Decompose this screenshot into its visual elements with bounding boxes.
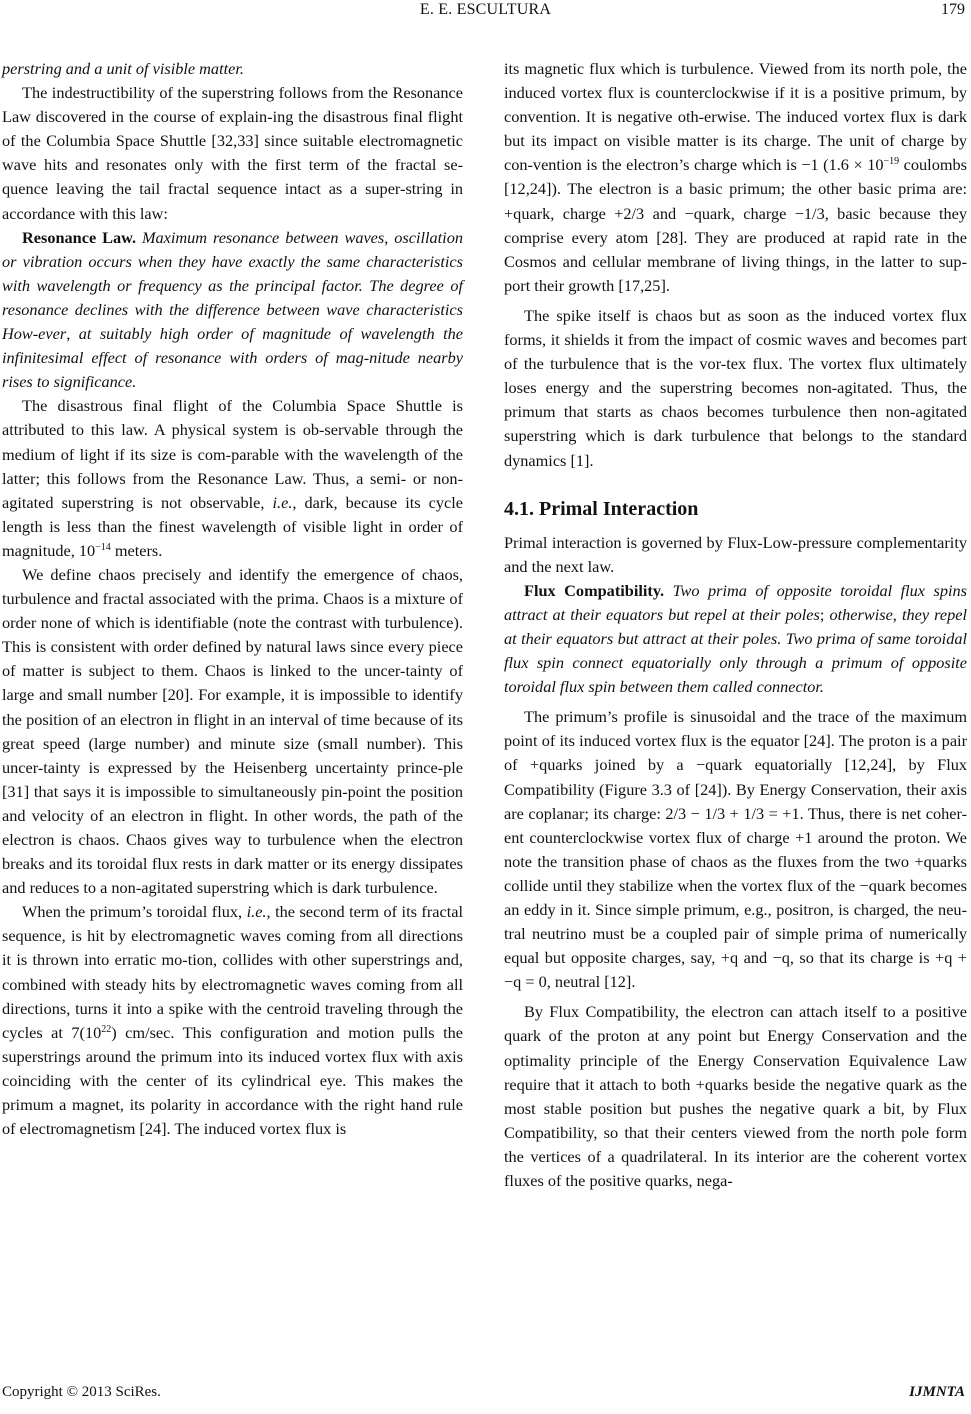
paragraph-indestructibility: The indestructibility of the superstring follows from the Resonance Law discovered in the course of explain-ing the disastrous final flight of the Columbia Space Shuttle [32,33] since suitable electromagnetic wave hits and resonates only with the first term of the fractal se-quence leaving the tail fractal sequence intact as a super-string in accordance with this law: [2, 83, 463, 223]
paragraph-primal-interaction: Primal interaction is governed by Flux-Low-pressure complementarity and the next law. [504, 532, 967, 576]
copyright-notice: Copyright © 2013 SciRes. [2, 1384, 161, 1400]
paragraph-toroidal-flux: When the primum’s toroidal flux, i.e., the second term of its fractal sequence, is hit by electromagnetic waves coming from all directions it is thrown into erratic mo-tion, collides with other superstrings and, combined with steady hits by electromagnetic waves coming from all directions, turns it into a spike with the centroid traveling through the cycles at $7(10^{22})$ cm/sec. This configuration and motion pulls the superstrings around the primum into its induced vortex flux with axis coinciding with the center of its cylindrical eye. This makes the primum a magnet, its polarity in accordance with the right hand rule of electromagnetism [24]. The induced vortex flux is [2, 902, 464, 1139]
running-header [0, 0, 971, 26]
paragraph-proton-structure: The primum’s profile is sinusoidal and the trace of the maximum point of its induced vortex flux is the equator [24]. The proton is a pair of +quarks joined by a −quark equatorially [12,24], by Flux Compatibility (Figure 3.3 of [24]). By Energy Conservation, their axis are coplanar; its charge: 2/3 − 1/3 + 1/3 = +1. Thus, there is net coher-ent counterclockwise vortex flux of charge +1 around the proton. We note the transition phase of chaos as the fluxes from the two +quarks collide until they stabilize when the vortex flux of the −quark becomes an eddy in it. Since simple primum, e.g., positron, is charged, the neu-tral neutrino must be a coupled pair of simple prima of numerically equal but opposite charges, say, +q and −q, so that its charge is +q + −q = 0, neutral [12]. [504, 707, 967, 992]
paragraph-magnetic-flux: its magnetic flux which is turbulence. Viewed from its north pole, the induced vortex flux is counterclockwise if it is a positive primum, by convention. It is negative oth-erwise. The induced vortex flux is dark but its impact on visible matter is its charge. The unit of charge by con-vention is the electron’s charge which is −1 ($1.6 \times 10^{-19}$ coulombs [12,24]). The electron is a basic primum; the other basic prima are: +quark, charge +2/3 and −quark, charge −1/3, basic because they comprise every atom [28]. They are produced at rapid rate in the Cosmos and cellular membrane of living things, in the latter to sup-port their growth [17,25]. [504, 59, 967, 295]
running-header-author: E. E. ESCULTURA [419, 1, 552, 18]
journal-abbreviation: IJMNTA [909, 1384, 965, 1400]
flux-compatibility-title: Flux Compatibility. [524, 580, 665, 600]
section-heading-primal-interaction: 4.1. Primal Interaction [504, 497, 699, 520]
flux-compatibility-statement: Flux Compatibility. Two prima of opposite toroidal flux spins attract at their equators but repel at their poles; otherwise, they repel at their equators but attract at their poles. Two prima of same toroidal flux spin connect equatorially only through a primum of opposite toroidal flux spin between them called connector. [504, 580, 968, 697]
left-column [2, 57, 463, 1141]
continued-law-text: perstring and a unit of visible matter. [2, 59, 244, 78]
paragraph-spike-chaos: The spike itself is chaos but as soon as the induced vortex flux forms, it shields it from the impact of cosmic waves and becomes part of the turbulence that is the vor-tex flux. The vortex flux ultimately loses energy and the superstring becomes non-agitated. Thus, the primum that starts as chaos becomes turbulence then non-agitated superstring which is dark turbulence that belongs to the standard dynamics [1]. [504, 305, 967, 470]
paragraph-columbia-shuttle: The disastrous final flight of the Columbia Space Shuttle is attributed to this law. A physical system is ob-servable through the medium of light if its size is com-parable with the wavelength of the latter; this follows from the Resonance Law. Thus, a semi- or non-agitated superstring is not observable, i.e., dark, because its cycle length is less than the finest wavelength of visible light in order of magnitude, $10^{-14}$ meters. [2, 396, 463, 560]
resonance-law-title: Resonance Law. [22, 227, 137, 247]
page-number: 179 [941, 1, 965, 18]
paragraph-electron-attachment: By Flux Compatibility, the electron can attach itself to a positive quark of the proton at any point but Energy Conservation and the optimality principle of the Energy Conservation Equivalence Law require that it attach to both +quarks beside the negative quark as the most stable position but pushes the negative quark a bit, by Flux Compatibility, so that their centers viewed from the north pole form the vertices of a quadrilateral. In its interior are the coherent vortex fluxes of the positive quarks, nega- [504, 1002, 967, 1191]
page-footer [0, 1384, 971, 1408]
right-column [504, 57, 967, 1193]
resonance-law-statement: Resonance Law. Maximum resonance between waves, oscillation or vibration occurs when they have exactly the same characteristics with wavelength or frequency as the principal factor. The degree of resonance declines with the difference between wave characteristics How-ever, at suitably high order of magnitude of wavelength the infinitesimal effect of resonance with orders of mag-nitude nearby rises to significance. [2, 227, 464, 392]
paragraph-chaos-definition: We define chaos precisely and identify the emergence of chaos, turbulence and fractal associated with the prima. Chaos is a mixture of order none of which is identifiable (note the contrast with turbulence). This is consistent with order defined by natural laws since every piece of matter is subject to them. Chaos is linked to the uncer-tainty of large and small number [20]. For example, it is impossible to identify the position of an electron in flight in an interval of time because of its great speed (large number) and minute size (small number). This uncer-tainty is expressed by the Heisenberg uncertainty prince-ple [31] that says it is impossible to simultaneously pin-point the position and velocity of an electron in flight. In other words, the path of the electron is chaos. Chaos gives way to turbulence when the electron breaks and its toroidal flux rests in dark matter or its energy dissipates and reduces to a non-agitated superstring which is dark turbulence. [2, 564, 463, 898]
